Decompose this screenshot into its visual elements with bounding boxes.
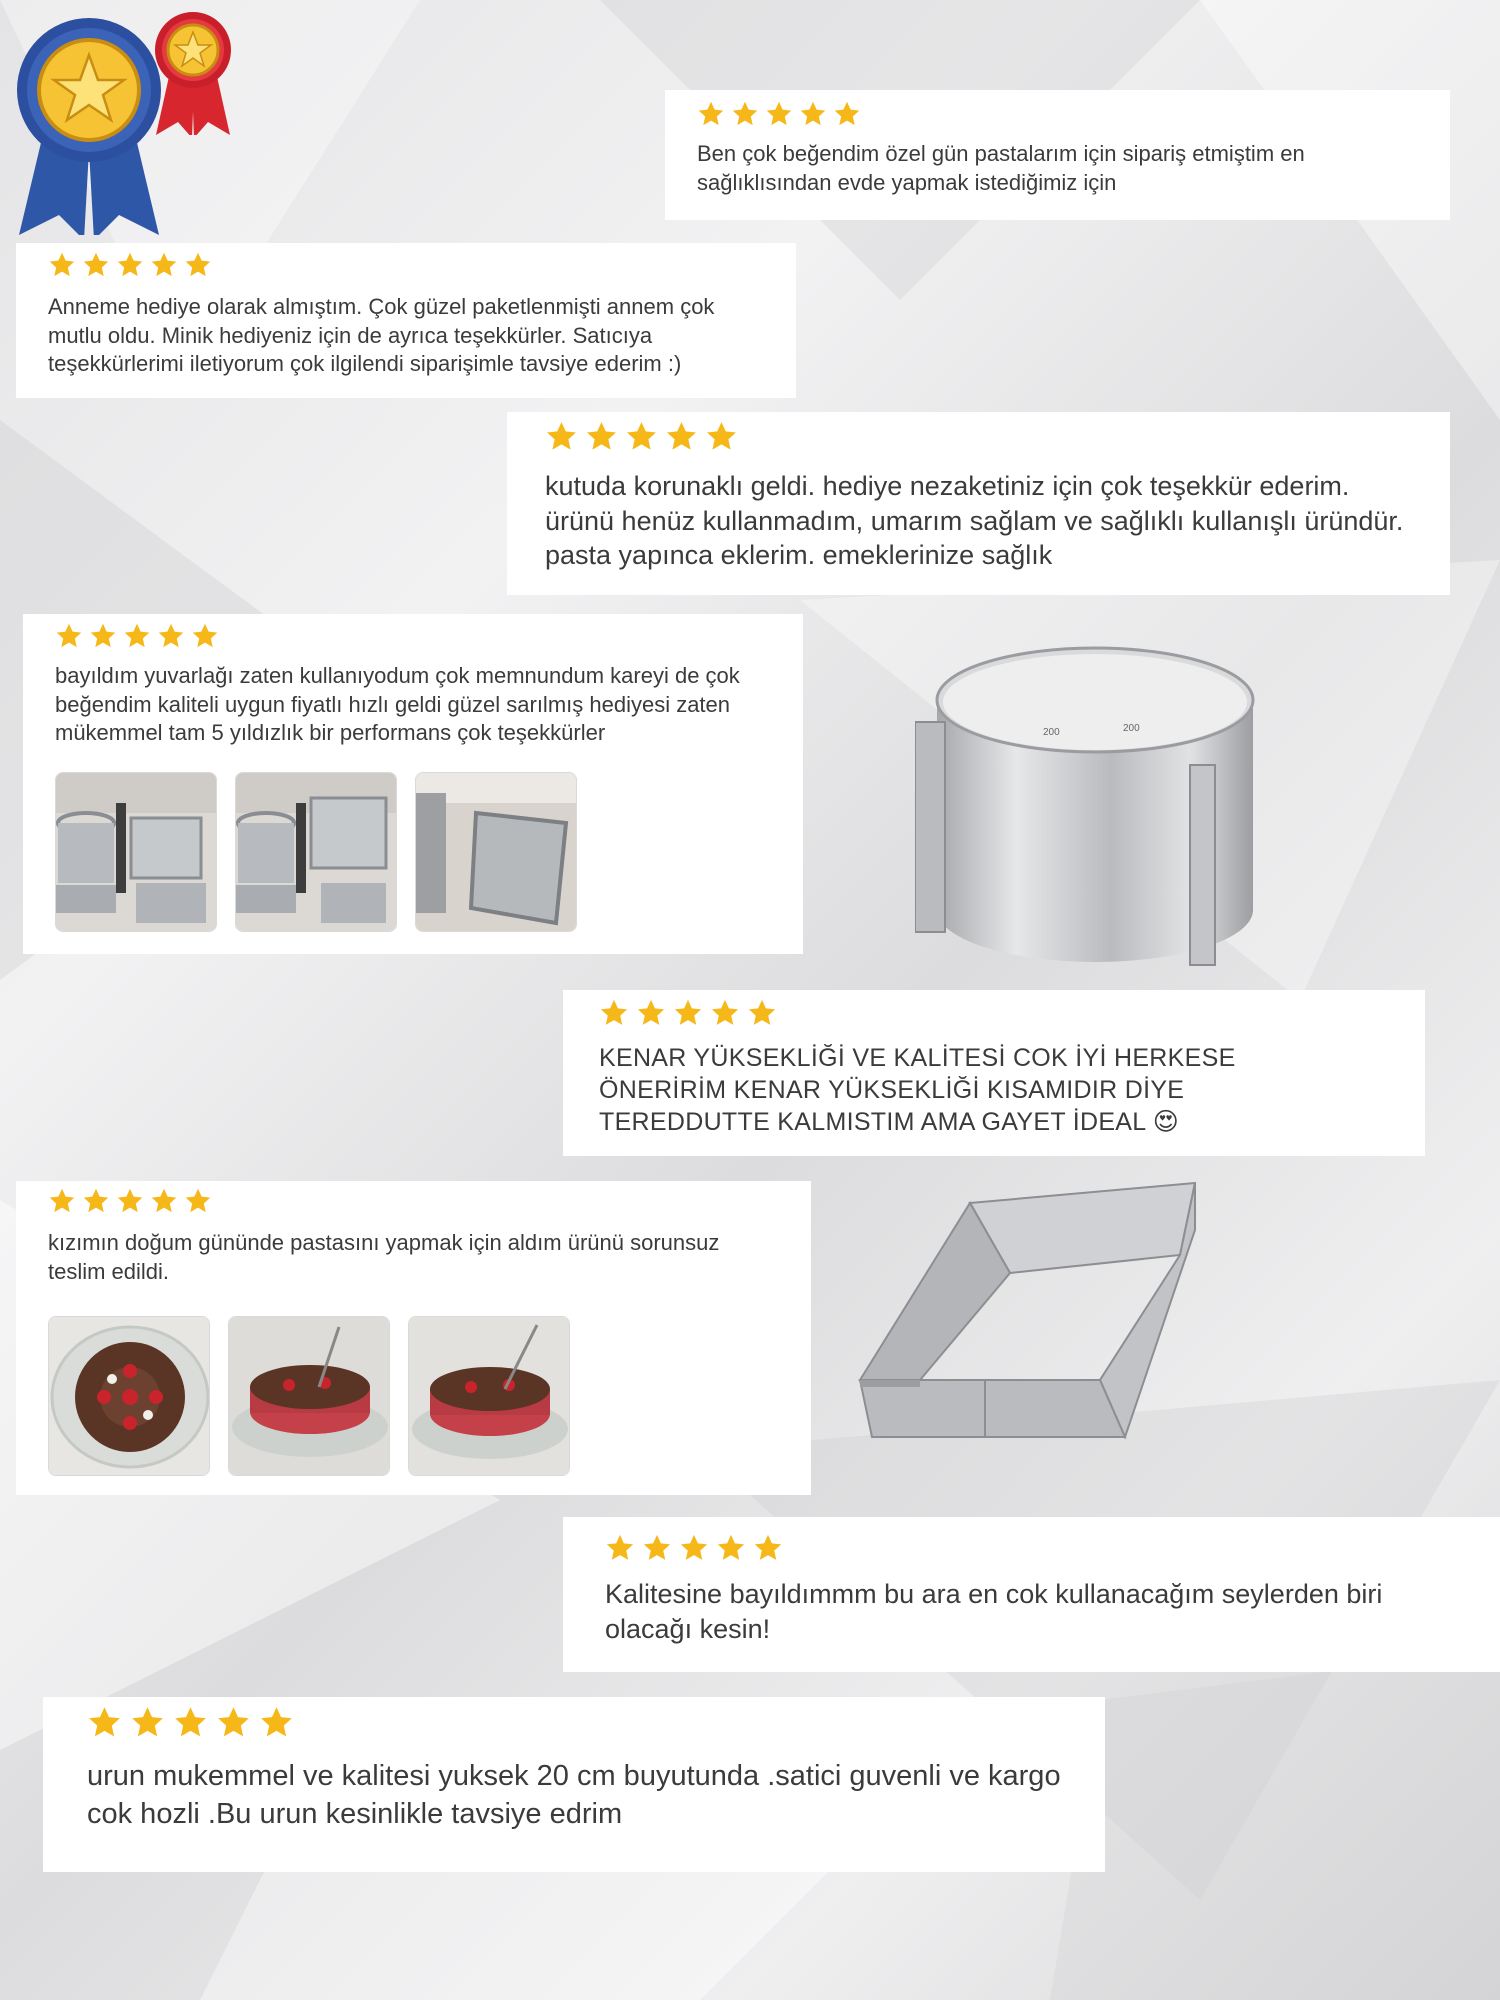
star-icon: [82, 251, 110, 279]
review-photo[interactable]: [415, 772, 577, 932]
round-cake-ring-image: [915, 640, 1275, 985]
star-icon: [48, 251, 76, 279]
star-icon: [184, 251, 212, 279]
star-rating: [545, 420, 1414, 453]
star-icon: [55, 622, 83, 650]
star-rating: [605, 1533, 1470, 1563]
review-text: kızımın doğum gününde pastasını yapmak için aldım ürünü sorunsuz teslim edildi.: [48, 1230, 720, 1284]
star-icon: [625, 420, 658, 453]
star-rating: [48, 251, 764, 279]
star-icon: [679, 1533, 709, 1563]
review-card-8: [43, 1697, 1105, 1872]
star-icon: [89, 622, 117, 650]
star-icon: [710, 998, 740, 1028]
star-icon: [585, 420, 618, 453]
star-icon: [765, 100, 793, 128]
star-icon: [747, 998, 777, 1028]
award-ribbon-red-icon: [152, 10, 234, 135]
review-card-1: [665, 90, 1450, 220]
review-text: Ben çok beğendim özel gün pastalarım için sipariş etmiştim en sağlıklısından evde yapmak istediğimiz için: [697, 141, 1305, 195]
star-icon: [599, 998, 629, 1028]
star-rating: [55, 622, 773, 650]
star-icon: [150, 251, 178, 279]
review-card-7: [563, 1517, 1500, 1672]
star-icon: [216, 1705, 251, 1740]
star-icon: [545, 420, 578, 453]
star-icon: [157, 622, 185, 650]
star-rating: [599, 998, 1391, 1028]
review-card-5: [563, 990, 1425, 1156]
review-text: urun mukemmel ve kalitesi yuksek 20 cm buyutunda .satici guvenli ve kargo cok hozli .Bu urun kesinlikle tavsiye edrim: [87, 1760, 1061, 1830]
star-rating: [48, 1187, 781, 1215]
review-photo[interactable]: [48, 1316, 210, 1476]
star-icon: [697, 100, 725, 128]
star-icon: [130, 1705, 165, 1740]
star-icon: [173, 1705, 208, 1740]
star-icon: [705, 420, 738, 453]
star-icon: [716, 1533, 746, 1563]
star-icon: [799, 100, 827, 128]
star-icon: [731, 100, 759, 128]
star-icon: [259, 1705, 294, 1740]
star-icon: [116, 1187, 144, 1215]
review-photo[interactable]: [408, 1316, 570, 1476]
tick-label: 200: [1123, 723, 1140, 734]
star-rating: [87, 1705, 1065, 1740]
review-text: Anneme hediye olarak almıştım. Çok güzel paketlenmişti annem çok mutlu oldu. Minik hediyeniz için de ayrıca teşekkürler. Satıcıya teşekkürlerimi iletiyorum çok ilgilendi siparişimle tavsiye ederim :): [48, 294, 715, 377]
review-photos: [48, 1316, 781, 1476]
star-icon: [123, 622, 151, 650]
star-icon: [605, 1533, 635, 1563]
review-photos: [55, 772, 773, 932]
star-icon: [82, 1187, 110, 1215]
review-text: kutuda korunaklı geldi. hediye nezaketiniz için çok teşekkür ederim. ürünü henüz kullanmadım, umarım sağlam ve sağlıklı kullanışlı üründür. pasta yapınca eklerim. emeklerinize sağlık: [545, 471, 1404, 571]
star-icon: [665, 420, 698, 453]
review-text: Kalitesine bayıldımmm bu ara en cok kullanacağım seylerden biri olacağı kesin!: [605, 1579, 1383, 1644]
review-card-6: [16, 1181, 811, 1495]
star-icon: [673, 998, 703, 1028]
award-ribbon-blue-icon: [14, 10, 164, 235]
star-icon: [48, 1187, 76, 1215]
star-icon: [636, 998, 666, 1028]
review-photo[interactable]: [228, 1316, 390, 1476]
star-icon: [642, 1533, 672, 1563]
review-photo[interactable]: [55, 772, 217, 932]
star-icon: [833, 100, 861, 128]
review-card-3: [507, 412, 1450, 595]
review-photo[interactable]: [235, 772, 397, 932]
review-text: bayıldım yuvarlağı zaten kullanıyodum çok memnundum kareyi de çok beğendim kaliteli uygun fiyatlı hızlı geldi güzel sarılmış hediyesi zaten mükemmel tam 5 yıldızlık bir performans çok teşekkürler: [55, 663, 740, 746]
square-cake-frame-image: [850, 1175, 1210, 1465]
star-icon: [184, 1187, 212, 1215]
star-icon: [87, 1705, 122, 1740]
review-text: KENAR YÜKSEKLİĞİ VE KALİTESİ COK İYİ HERKESE ÖNERİRİM KENAR YÜKSEKLİĞİ KISAMIDIR DİYE TEREDDUTTE KALMISTIM AMA GAYET İDEAL 😍: [599, 1044, 1236, 1136]
star-rating: [697, 100, 1418, 128]
star-icon: [150, 1187, 178, 1215]
tick-label: 200: [1043, 727, 1060, 738]
star-icon: [753, 1533, 783, 1563]
review-card-2: [16, 243, 796, 398]
review-card-4: [23, 614, 803, 954]
star-icon: [191, 622, 219, 650]
star-icon: [116, 251, 144, 279]
